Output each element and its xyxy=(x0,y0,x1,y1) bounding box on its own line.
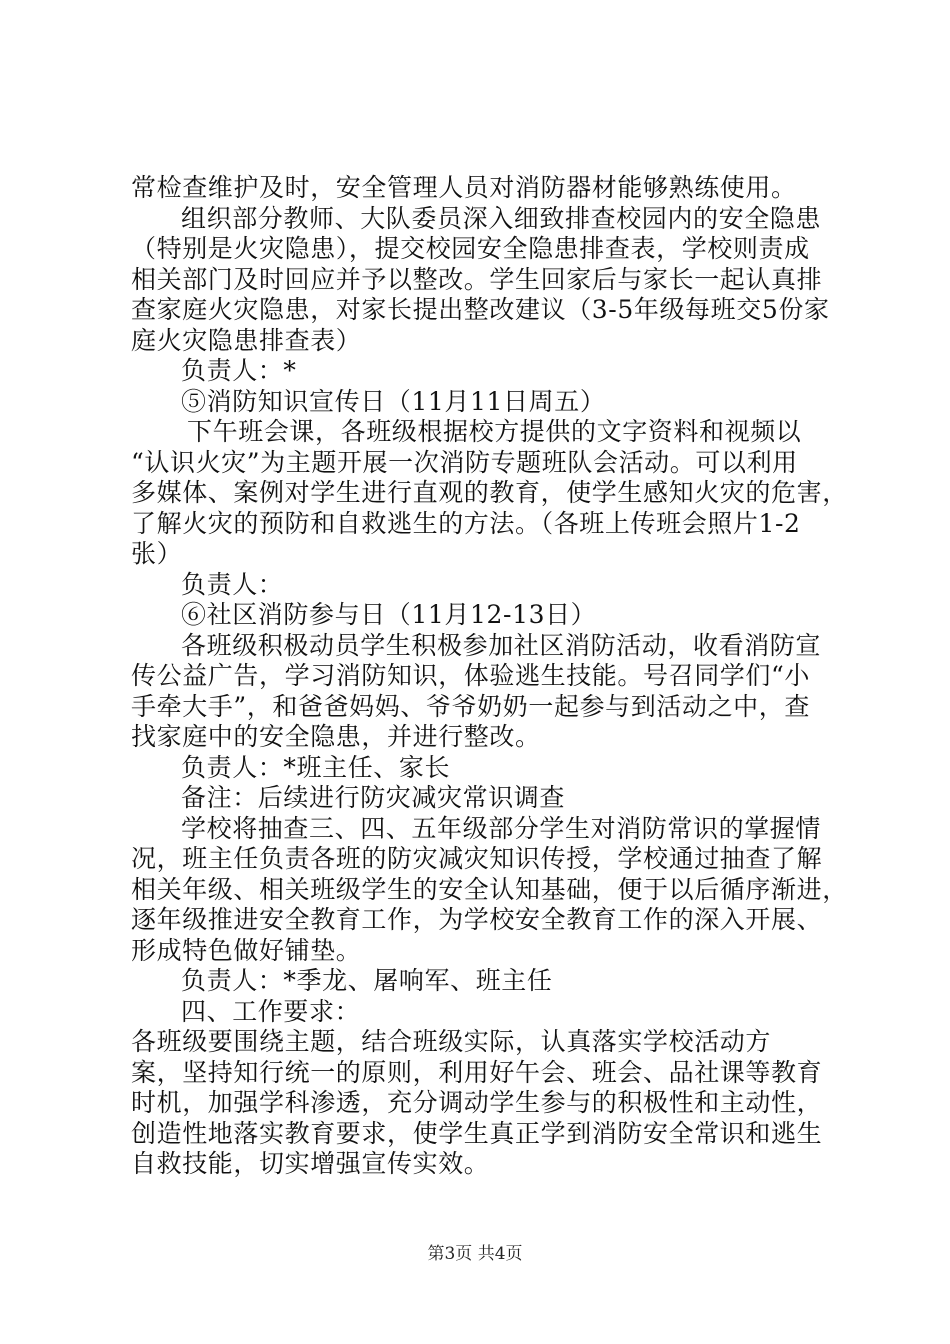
text-line: 了解火灾的预防和自救逃生的方法。（各班上传班会照片1-2 xyxy=(131,508,801,538)
text-line: 逐年级推进安全教育工作，为学校安全教育工作的深入开展、 xyxy=(131,905,823,934)
text-line: 创造性地落实教育要求，使学生真正学到消防安全常识和逃生 xyxy=(131,1118,823,1148)
text-line: （特别是火灾隐患），提交校园安全隐患排查表，学校则责成 xyxy=(131,234,810,263)
text-line: 相关年级、相关班级学生的安全认知基础，便于以后循序渐进， xyxy=(131,874,848,904)
text-line: 案，坚持知行统一的原则，利用好午会、班会、品社课等教育 xyxy=(131,1057,823,1087)
text-line: 张） xyxy=(131,539,183,568)
text-line: 四、工作要求： xyxy=(181,996,361,1026)
text-line: 负责人：*班主任、家长 xyxy=(181,752,451,782)
text-line: 况，班主任负责各班的防灾减灾知识传授，学校通过抽查了解 xyxy=(131,844,823,873)
text-line: 各班级积极动员学生积极参加社区消防活动，收看消防宣 xyxy=(181,630,822,660)
text-line: 相关部门及时回应并予以整改。学生回家后与家长一起认真排 xyxy=(131,264,823,294)
text-line: 找家庭中的安全隐患，并进行整改。 xyxy=(131,722,541,751)
text-line: 备注：后续进行防灾减灾常识调查 xyxy=(181,783,566,812)
text-line: 多媒体、案例对学生进行直观的教育，使学生感知火灾的危害， xyxy=(131,478,848,507)
text-line: 手牵大手”，和爸爸妈妈、爷爷奶奶一起参与到活动之中，查 xyxy=(131,691,810,721)
text-line: 庭火灾隐患排查表） xyxy=(131,325,362,355)
text-line: 各班级要围绕主题，结合班级实际，认真落实学校活动方 xyxy=(131,1027,772,1056)
text-line: 形成特色做好铺垫。 xyxy=(131,935,362,965)
text-line: “认识火灾”为主题开展一次消防专题班队会活动。可以利用 xyxy=(131,447,798,477)
text-line: 自救技能，切实增强宣传实效。 xyxy=(131,1149,490,1178)
text-line: 负责人：* xyxy=(181,356,297,385)
text-line: 查家庭火灾隐患，对家长提出整改建议（3-5年级每班交5份家 xyxy=(131,295,830,324)
text-line: 组织部分教师、大队委员深入细致排查校园内的安全隐患 xyxy=(181,203,822,233)
text-line: 传公益广告，学习消防知识，体验逃生技能。号召同学们“小 xyxy=(131,661,810,690)
text-line: 负责人：*季龙、屠响军、班主任 xyxy=(181,966,553,995)
text-line: 负责人： xyxy=(181,569,284,599)
text-line: 时机，加强学科渗透，充分调动学生参与的积极性和主动性， xyxy=(131,1088,823,1117)
page-number-footer: 第3页 共4页 xyxy=(427,1244,523,1264)
text-line: 常检查维护及时，安全管理人员对消防器材能够熟练使用。 xyxy=(131,173,797,202)
text-line: 学校将抽查三、四、五年级部分学生对消防常识的掌握情 xyxy=(181,813,822,843)
text-line: 下午班会课，各班级根据校方提供的文字资料和视频以 xyxy=(187,417,802,446)
text-line: ⑥社区消防参与日（11月12-13日） xyxy=(181,600,597,629)
text-line: ⑤消防知识宣传日（11月11日周五） xyxy=(181,386,606,416)
